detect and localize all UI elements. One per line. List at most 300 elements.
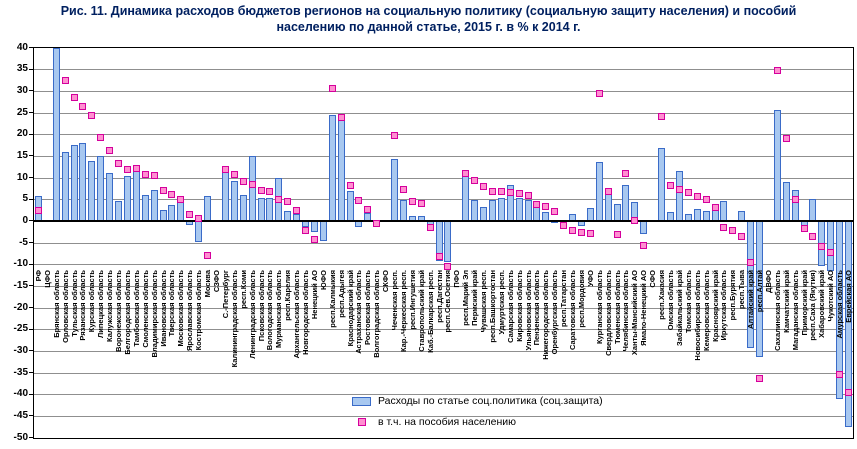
y-axis-tick-mark	[29, 220, 33, 221]
x-axis-label-text: респ.Хакасия	[657, 270, 667, 320]
x-axis-label	[96, 264, 106, 338]
bar	[444, 221, 451, 262]
x-axis-label-text: Москва	[203, 270, 213, 298]
x-axis-label-text: Вологодская область	[265, 270, 275, 351]
x-axis-label-text: Оренбургская область	[550, 270, 560, 355]
x-axis-label-text: респ.Ингушетия	[407, 270, 417, 330]
y-axis-tick-label: 40	[16, 41, 28, 53]
x-axis-label-text: респ.Башкортостан	[487, 270, 497, 343]
bar	[311, 221, 318, 232]
y-axis-tick-label: 0	[22, 214, 28, 226]
data-point-marker	[231, 171, 238, 178]
x-axis-label	[763, 264, 773, 293]
bar	[338, 116, 345, 221]
x-axis-label-text: Ямало-Ненецкий АО	[639, 270, 649, 346]
y-axis-tick-label: 20	[16, 128, 28, 140]
data-point-marker	[355, 197, 362, 204]
data-point-marker	[97, 134, 104, 141]
y-axis-tick-label: 5	[22, 193, 28, 205]
data-point-marker	[338, 114, 345, 121]
data-point-marker	[133, 165, 140, 172]
x-axis-label	[728, 264, 738, 321]
x-axis-label	[390, 264, 400, 331]
data-point-marker	[489, 188, 496, 195]
x-axis-label-text: Приморский край	[799, 270, 809, 336]
x-axis-label	[363, 264, 373, 346]
x-axis-label	[131, 264, 141, 347]
bar	[516, 198, 523, 222]
y-axis-tick-mark	[29, 177, 33, 178]
x-axis-label	[114, 264, 124, 352]
x-axis-label-text: СФО	[648, 270, 658, 288]
data-point-marker	[498, 188, 505, 195]
data-point-marker	[160, 187, 167, 194]
x-axis-label	[532, 264, 542, 346]
x-axis-label	[416, 264, 426, 352]
bar	[266, 198, 273, 222]
x-axis-label	[158, 264, 168, 347]
x-axis-label	[220, 264, 230, 319]
x-axis-label	[523, 264, 533, 351]
x-axis-label-text: респ.Алтай	[755, 270, 765, 313]
x-axis-label	[657, 264, 667, 320]
y-axis-tick-label: -50	[13, 431, 28, 443]
data-point-marker	[186, 211, 193, 218]
data-point-marker	[551, 208, 558, 215]
bar	[471, 200, 478, 222]
x-axis-label-text: Красноярский край	[710, 270, 720, 342]
bar	[249, 156, 256, 221]
bar	[133, 169, 140, 221]
y-axis-tick-label: -40	[13, 388, 28, 400]
bar	[783, 182, 790, 221]
data-point-marker	[311, 236, 318, 243]
bar	[53, 48, 60, 221]
x-axis-label	[318, 264, 328, 290]
x-axis-label-text: Забайкальский край	[674, 270, 684, 346]
x-axis-label	[496, 264, 506, 335]
bar	[71, 145, 78, 221]
data-point-marker	[124, 166, 131, 173]
bar	[347, 191, 354, 221]
bar	[480, 207, 487, 222]
y-axis-tick-mark	[29, 134, 33, 135]
y-axis-tick-mark	[29, 264, 33, 265]
x-axis-label	[755, 264, 765, 313]
data-point-marker	[845, 389, 852, 396]
bar	[115, 201, 122, 222]
data-point-marker	[168, 191, 175, 198]
bar	[258, 198, 265, 222]
data-point-marker	[703, 196, 710, 203]
x-axis-label	[568, 264, 578, 350]
grid-line	[34, 91, 853, 92]
x-axis-label	[87, 264, 97, 333]
x-axis-label-text: ЮФО	[318, 270, 328, 290]
x-axis-label	[381, 264, 391, 293]
x-axis-label-text: Ханты-Мансийский АО	[630, 270, 640, 356]
grid-line	[34, 134, 853, 135]
bar	[88, 161, 95, 222]
data-point-marker	[747, 259, 754, 266]
data-point-marker	[195, 215, 202, 222]
x-axis-label-text: Волгоградская область	[372, 270, 382, 358]
x-axis-label-text: Липецкая область	[96, 270, 106, 338]
y-axis-tick-mark	[29, 47, 33, 48]
x-axis-label	[817, 264, 827, 338]
bar	[462, 176, 469, 222]
x-axis-label-text: Тамбовская область	[131, 270, 141, 347]
y-axis-tick-label: 15	[16, 149, 28, 161]
x-axis-label	[122, 264, 132, 355]
x-axis-label-text: ДВФО	[763, 270, 773, 293]
x-axis-label	[407, 264, 417, 330]
bar	[204, 196, 211, 222]
bar	[391, 159, 398, 221]
bar	[195, 221, 202, 241]
data-point-marker	[640, 242, 647, 249]
data-point-marker	[240, 178, 247, 185]
bar	[792, 190, 799, 222]
x-axis-label-text: Алтайский край	[746, 270, 756, 329]
x-axis-label-text: Томская область	[683, 270, 693, 334]
x-axis-label-text: УФО	[585, 270, 595, 287]
data-point-marker	[507, 189, 514, 196]
y-axis-tick-label: -45	[13, 409, 28, 421]
x-axis-label-text: СЗФО	[211, 270, 221, 293]
bar	[97, 156, 104, 221]
bar	[489, 200, 496, 222]
data-point-marker	[774, 67, 781, 74]
data-point-marker	[79, 103, 86, 110]
data-point-marker	[836, 371, 843, 378]
x-axis-label	[69, 264, 79, 337]
data-point-marker	[266, 188, 273, 195]
x-axis-label-text: Ярославская область	[185, 270, 195, 351]
bar	[124, 176, 131, 222]
x-axis-label-text: С.-Петербург	[220, 270, 230, 319]
data-point-marker	[729, 227, 736, 234]
x-axis-label-text: Хабаровский край	[817, 270, 827, 338]
data-point-marker	[685, 189, 692, 196]
grid-line	[34, 69, 853, 70]
bar	[240, 195, 247, 221]
x-axis-label-text: Свердловская область	[603, 270, 613, 356]
x-axis-label-text: Камчатский край	[781, 270, 791, 333]
x-axis-label	[372, 264, 382, 358]
data-point-marker	[400, 186, 407, 193]
x-axis-label-text: респ.Марий Эл	[461, 270, 471, 326]
x-axis-label	[229, 264, 239, 368]
x-axis-label-text: респ.Сев.Осетия	[443, 270, 453, 333]
bar	[658, 148, 665, 221]
data-point-marker	[818, 243, 825, 250]
x-axis-label-text: респ.Дагестан	[434, 270, 444, 323]
x-axis-label	[576, 264, 586, 328]
x-axis-label	[594, 264, 604, 345]
x-axis-label	[42, 264, 52, 288]
data-point-marker	[329, 85, 336, 92]
x-axis-label-text: Каб.-Балкарская респ.	[425, 270, 435, 353]
x-axis-label-text: Тульская область	[69, 270, 79, 337]
bar	[596, 162, 603, 221]
legend-item-expenses	[352, 395, 603, 407]
x-axis-label-text: Новгородская область	[301, 270, 311, 355]
data-point-marker	[756, 375, 763, 382]
data-point-marker	[631, 217, 638, 224]
x-axis-label-text: Ивановская область	[158, 270, 168, 347]
x-axis-label	[781, 264, 791, 333]
y-axis-tick-mark	[29, 329, 33, 330]
x-axis-label-text: Омская область	[666, 270, 675, 331]
x-axis-label-text: Костромская область	[194, 270, 204, 351]
bar	[498, 198, 505, 222]
x-axis-label-text: респ.Калмыкия	[327, 270, 337, 328]
x-axis-label	[140, 264, 150, 348]
x-axis-label-text: Владимирская область	[149, 270, 159, 358]
bar	[320, 221, 327, 241]
x-axis-label	[105, 264, 115, 342]
x-axis-label-text: Кировская область	[514, 270, 524, 342]
x-axis-label-text: респ.Коми	[238, 270, 248, 309]
x-axis-label	[247, 264, 257, 359]
x-axis-label-text: ПФО	[452, 270, 462, 288]
x-axis-label	[487, 264, 497, 343]
y-axis-tick-mark	[29, 69, 33, 70]
data-point-marker	[347, 182, 354, 189]
x-axis-label-text: Рязанская область	[78, 270, 88, 341]
bar	[845, 221, 852, 427]
bar	[151, 190, 158, 222]
data-point-marker	[373, 220, 380, 227]
y-axis-tick-label: -20	[13, 301, 28, 313]
zero-axis-line	[34, 220, 853, 222]
y-axis-tick-mark	[29, 199, 33, 200]
marker-series-swatch	[358, 418, 366, 426]
x-axis-label-text: Калужская область	[105, 270, 115, 342]
x-axis-label	[203, 264, 213, 298]
data-point-marker	[809, 233, 816, 240]
x-axis-label-text: Ленинградская область	[247, 270, 257, 359]
x-axis-label-text: Архангельская область	[292, 270, 302, 359]
bar	[142, 195, 149, 221]
y-axis-tick-label: 30	[16, 84, 28, 96]
data-point-marker	[106, 147, 113, 154]
data-point-marker	[676, 186, 683, 193]
x-axis-label-text: Мурманская область	[274, 270, 284, 348]
data-point-marker	[427, 224, 434, 231]
data-point-marker	[409, 198, 416, 205]
x-axis-label-text: Орловская область	[60, 270, 70, 343]
data-point-marker	[712, 204, 719, 211]
data-point-marker	[658, 113, 665, 120]
x-axis-label	[211, 264, 221, 293]
x-axis-label	[33, 264, 43, 282]
x-axis-label	[425, 264, 435, 353]
data-point-marker	[622, 170, 629, 177]
x-axis-label-text: Ставропольский край	[416, 270, 426, 352]
bar	[720, 201, 727, 222]
data-point-marker	[667, 182, 674, 189]
data-point-marker	[578, 229, 585, 236]
x-axis-label	[149, 264, 159, 358]
x-axis-label-text: Пермский край	[470, 270, 480, 326]
x-axis-label	[479, 264, 489, 333]
x-axis-label-text: Сахалинская область	[772, 270, 782, 351]
x-axis-label-text: респ.Бурятия	[728, 270, 738, 321]
x-axis-label	[541, 264, 551, 360]
bar	[106, 173, 113, 221]
x-axis-label-text: респ.Адыгея	[336, 270, 346, 318]
x-axis-label	[60, 264, 70, 343]
data-point-marker	[151, 172, 158, 179]
y-axis-tick-mark	[29, 307, 33, 308]
x-axis-label-text: Белгородская область	[122, 270, 132, 355]
y-axis-tick-mark	[29, 415, 33, 416]
x-axis-label-text: РФ	[33, 270, 43, 282]
x-axis-label	[461, 264, 471, 326]
y-axis-tick-mark	[29, 437, 33, 438]
x-axis-label-text: ЦФО	[42, 270, 52, 288]
y-axis-tick-label: 10	[16, 171, 28, 183]
x-axis-label	[603, 264, 613, 356]
x-axis-label-text: Тверская область	[167, 270, 177, 337]
x-axis-label	[452, 264, 462, 288]
x-axis-label-text: Чукотский АО	[826, 270, 836, 322]
y-axis-tick-label: -10	[13, 258, 28, 270]
x-axis-label	[710, 264, 720, 342]
bar	[168, 205, 175, 221]
y-axis-tick-mark	[29, 112, 33, 113]
x-axis-label	[835, 264, 845, 339]
bar	[622, 185, 629, 221]
x-axis-label	[354, 264, 364, 354]
x-axis-label	[772, 264, 782, 351]
bar	[329, 115, 336, 221]
x-axis-label-text: Чеченская респ.	[390, 270, 400, 331]
bar-series-swatch	[352, 397, 371, 406]
data-point-marker	[62, 77, 69, 84]
x-axis-label	[292, 264, 302, 359]
data-point-marker	[587, 230, 594, 237]
chart-title: Рис. 11. Динамика расходов бюджетов регионов на социальную политику (социальную защиту населения) и пособий населению по данной статье, 2015 г. в % к 2014 г.	[60, 4, 797, 34]
data-point-marker	[222, 166, 229, 173]
data-point-marker	[533, 201, 540, 208]
x-axis-label	[737, 264, 747, 310]
data-point-marker	[35, 207, 42, 214]
x-axis-label-text: Амурская область	[835, 270, 845, 339]
x-axis-label	[799, 264, 809, 336]
data-point-marker	[792, 196, 799, 203]
bar	[231, 181, 238, 222]
x-axis-label	[327, 264, 337, 328]
data-point-marker	[827, 249, 834, 256]
bar	[676, 171, 683, 222]
y-axis-tick-label: -5	[19, 236, 28, 248]
data-point-marker	[605, 188, 612, 195]
bar	[62, 152, 69, 221]
data-point-marker	[444, 263, 451, 270]
y-axis-tick-mark	[29, 155, 33, 156]
x-axis-label	[434, 264, 444, 323]
x-axis-label	[826, 264, 836, 322]
x-axis-label-text: Краснодарский край	[345, 270, 355, 347]
data-point-marker	[542, 203, 549, 210]
y-axis-tick-mark	[29, 394, 33, 395]
grid-line	[34, 156, 853, 157]
data-point-marker	[783, 135, 790, 142]
data-point-marker	[258, 187, 265, 194]
x-axis-label-text: Кар.-Черкесская респ.	[398, 270, 408, 353]
data-point-marker	[418, 200, 425, 207]
x-axis-label-text: Кемеровская область	[701, 270, 711, 351]
y-axis-tick-mark	[29, 285, 33, 286]
x-axis-label	[309, 264, 319, 320]
x-axis-label	[398, 264, 408, 353]
y-axis-tick-mark	[29, 350, 33, 351]
x-axis-label	[692, 264, 702, 361]
data-point-marker	[249, 181, 256, 188]
y-axis-tick-label: -25	[13, 323, 28, 335]
data-point-marker	[471, 177, 478, 184]
x-axis-label-text: Нижегородская область	[541, 270, 551, 360]
y-axis-tick-label: -35	[13, 366, 28, 378]
x-axis-label	[844, 264, 854, 323]
data-point-marker	[71, 94, 78, 101]
data-point-marker	[284, 198, 291, 205]
x-axis-label	[505, 264, 515, 343]
x-axis-label-text: респ.Татарстан	[559, 270, 569, 327]
data-point-marker	[614, 231, 621, 238]
legend-item-benefits	[352, 416, 603, 428]
x-axis-label-text: Псковская область	[256, 270, 266, 342]
x-axis-label	[194, 264, 204, 351]
x-axis-label-text: Челябинская область	[621, 270, 631, 352]
legend-label-expenses: Расходы по статье соц.политика (соц.защита)	[378, 395, 603, 407]
x-axis-label	[683, 264, 693, 334]
x-axis-label	[336, 264, 346, 318]
x-axis-label-text: Курская область	[87, 270, 97, 333]
x-axis-label	[301, 264, 311, 355]
data-point-marker	[525, 192, 532, 199]
data-point-marker	[720, 224, 727, 231]
data-point-marker	[391, 132, 398, 139]
x-axis-label-text: Ульяновская область	[523, 270, 533, 351]
data-point-marker	[480, 183, 487, 190]
y-axis-tick-label: 25	[16, 106, 28, 118]
x-axis-label-text: Пензенская область	[532, 270, 542, 346]
x-axis-label-text: респ.Тыва	[737, 270, 747, 310]
x-axis-label	[674, 264, 684, 346]
x-axis-label-text: СКФО	[381, 270, 391, 293]
bar	[774, 110, 781, 221]
plot-area	[33, 47, 854, 439]
x-axis-label	[345, 264, 355, 347]
x-axis-label-text: Воронежская область	[114, 270, 124, 352]
y-axis-tick-mark	[29, 242, 33, 243]
x-axis-label	[470, 264, 480, 326]
x-axis-label	[648, 264, 658, 288]
x-axis-label-text: Астраханская область	[354, 270, 364, 354]
x-axis-label	[719, 264, 729, 341]
y-axis-tick-label: -30	[13, 344, 28, 356]
x-axis-label-text: Еврейская АО	[844, 270, 854, 323]
y-axis-tick-mark	[29, 90, 33, 91]
data-point-marker	[177, 196, 184, 203]
bar	[222, 172, 229, 221]
data-point-marker	[88, 112, 95, 119]
data-point-marker	[436, 253, 443, 260]
